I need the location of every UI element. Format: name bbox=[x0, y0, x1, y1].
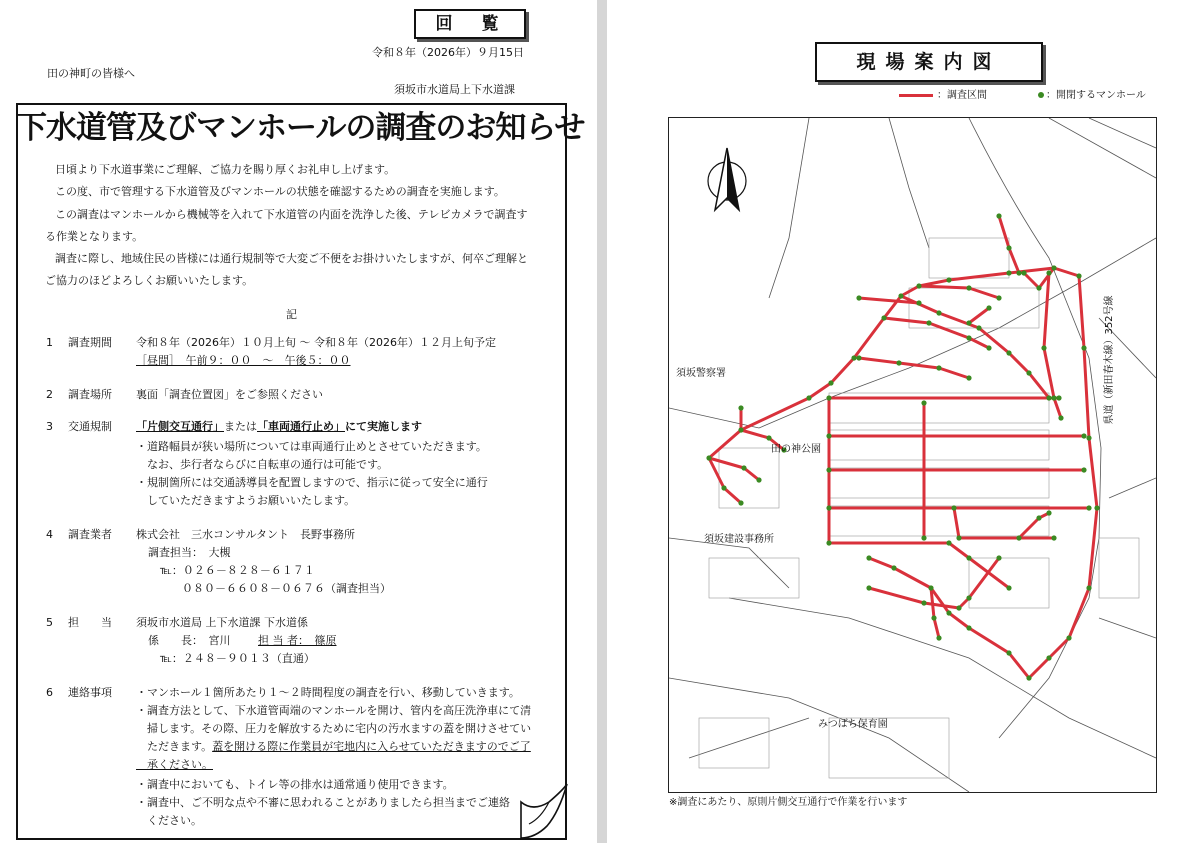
label-park: 田の神公園 bbox=[771, 444, 821, 455]
manhole-icon bbox=[881, 315, 886, 320]
manhole-icon bbox=[1076, 273, 1081, 278]
manhole-icon bbox=[1006, 585, 1011, 590]
manhole-icon bbox=[856, 355, 861, 360]
traffic-line-1: ・道路幅員が狭い場所については車両通行止めとさせていただきます。 bbox=[136, 440, 487, 453]
manhole-icon bbox=[856, 295, 861, 300]
manhole-icon bbox=[1086, 435, 1091, 440]
sender: 須坂市水道局上下水道課 bbox=[394, 83, 515, 96]
intro-line-6: ご協力のほどよろしくお願いいたします。 bbox=[45, 274, 254, 287]
manhole-icon bbox=[891, 565, 896, 570]
traffic-line-2: なお、歩行者ならびに自転車の通行は可能です。 bbox=[136, 458, 389, 471]
manhole-icon bbox=[766, 435, 771, 440]
manhole-icon bbox=[1026, 675, 1031, 680]
manhole-icon bbox=[896, 360, 901, 365]
one-side-traffic: 「片側交互通行」 bbox=[136, 420, 224, 433]
manhole-icon bbox=[966, 625, 971, 630]
manhole-icon bbox=[936, 365, 941, 370]
manhole-icon bbox=[1006, 270, 1011, 275]
manhole-icon bbox=[1046, 270, 1051, 275]
item-2-number: 2 bbox=[46, 388, 53, 401]
contact-tel: ℡：２４８－９０１３（直通） bbox=[160, 652, 315, 665]
item-6-number: 6 bbox=[46, 686, 53, 699]
manhole-icon bbox=[996, 555, 1001, 560]
intro-line-2: この度、市で管理する下水道管及びマンホールの状態を確認するための調査を実施します。 bbox=[55, 185, 505, 198]
manhole-icon bbox=[1036, 515, 1041, 520]
manhole-icon bbox=[926, 320, 931, 325]
manhole-icon bbox=[1051, 395, 1056, 400]
manhole-icon bbox=[806, 395, 811, 400]
item-6-label: 連絡事項 bbox=[68, 686, 112, 699]
manhole-icon bbox=[956, 535, 961, 540]
legend-line-label: ：調査区間 bbox=[937, 90, 987, 101]
contractor-company: 株式会社 三水コンサルタント 長野事務所 bbox=[136, 528, 356, 541]
notes-line-2: ・調査方法として、下水道管両端のマンホールを開け、管内を高圧洗浄車にて清 bbox=[136, 704, 532, 717]
manhole-icon bbox=[946, 610, 951, 615]
manhole-icon bbox=[738, 405, 743, 410]
manhole-icon bbox=[1086, 585, 1091, 590]
manhole-icon bbox=[1081, 433, 1086, 438]
manhole-icon bbox=[936, 635, 941, 640]
page-curl-icon bbox=[519, 782, 569, 840]
manhole-icon bbox=[1046, 395, 1051, 400]
traffic-line-3: ・規制箇所には交通誘導員を配置しますので、指示に従って安全に通行 bbox=[136, 476, 488, 489]
label-police: 須坂警察署 bbox=[676, 368, 726, 379]
manhole-icon bbox=[1036, 285, 1041, 290]
notes-line-1: ・マンホール１箇所あたり１～２時間程度の調査を行い、移動していきます。 bbox=[136, 686, 520, 699]
item-4-number: 4 bbox=[46, 528, 53, 541]
manhole-icon bbox=[826, 395, 831, 400]
manhole-icon bbox=[826, 433, 831, 438]
manhole-icon bbox=[851, 355, 856, 360]
manhole-icon bbox=[921, 600, 926, 605]
item-5-label: 担 当 bbox=[68, 616, 112, 629]
manhole-icon bbox=[1006, 245, 1011, 250]
manhole-icon bbox=[706, 455, 711, 460]
manhole-icon bbox=[976, 325, 981, 330]
manhole-icon bbox=[916, 283, 921, 288]
intro-line-1: 日頃より下水道事業にご理解、ご協力を賜り厚くお礼申し上げます。 bbox=[55, 163, 396, 176]
manhole-icon bbox=[738, 500, 743, 505]
traffic-line-4: していただきますようお願いいたします。 bbox=[136, 494, 356, 507]
manhole-icon bbox=[1021, 270, 1026, 275]
manhole-icon bbox=[721, 485, 726, 490]
road-closure: 「車両通行止め」 bbox=[257, 420, 345, 433]
manhole-icon bbox=[1041, 345, 1046, 350]
map-footnote: ※調査にあたり、原則片側交互通行で作業を行います bbox=[669, 797, 908, 808]
traffic-headline bbox=[136, 420, 422, 434]
notes-line-7: ・調査中、ご不明な点や不審に思われることがありましたら担当までご連絡 bbox=[136, 796, 510, 809]
manhole-icon bbox=[928, 585, 933, 590]
intro-line-5: 調査に際し、地域住民の皆様には通行規制等で大変ご不便をお掛けいたしますが、何卒ご理解と bbox=[55, 252, 528, 265]
manhole-icon bbox=[1046, 655, 1051, 660]
item-4-label: 調査業者 bbox=[68, 528, 112, 541]
legend-dot-label: ：開閉するマンホール bbox=[1046, 90, 1146, 101]
traffic-tail: にて実施します bbox=[345, 420, 422, 433]
traffic-or: または bbox=[224, 420, 257, 433]
manhole-icon bbox=[1086, 505, 1091, 510]
manhole-icon bbox=[741, 465, 746, 470]
manhole-icon bbox=[966, 375, 971, 380]
base-map-roads bbox=[669, 118, 1156, 792]
manhole-icon bbox=[738, 427, 743, 432]
contractor-tel-2: ０８０－６６０８－０６７６（調査担当） bbox=[182, 582, 391, 595]
manhole-icon bbox=[1016, 270, 1021, 275]
manhole-icon bbox=[921, 400, 926, 405]
manhole-icon bbox=[996, 213, 1001, 218]
manhole-icon bbox=[951, 505, 956, 510]
manhole-icon bbox=[946, 540, 951, 545]
notes-line-8: ください。 bbox=[136, 814, 202, 827]
contractor-person: 調査担当： 大槻 bbox=[148, 546, 231, 559]
page-divider bbox=[597, 0, 607, 843]
period-hours: ［昼間］ 午前９：００ ～ 午後５：００ bbox=[136, 354, 351, 367]
contact-dept: 須坂市水道局 上下水道課 下水道係 bbox=[136, 616, 308, 629]
recipient: 田の神町の皆様へ bbox=[47, 67, 135, 80]
manhole-icon bbox=[966, 555, 971, 560]
contact-staff: 担 当 者： 篠原 bbox=[258, 634, 337, 647]
label-construction-office: 須坂建設事務所 bbox=[704, 534, 774, 545]
item-1-label: 調査期間 bbox=[68, 336, 112, 349]
manhole-icon bbox=[966, 595, 971, 600]
manhole-icon bbox=[1081, 467, 1086, 472]
manhole-icon bbox=[866, 555, 871, 560]
item-3-number: 3 bbox=[46, 420, 53, 433]
label-nursery: みつばち保育園 bbox=[818, 719, 888, 730]
place-text: 裏面「調査位置図」をご参照ください bbox=[136, 388, 323, 401]
item-1-number: 1 bbox=[46, 336, 53, 349]
ki-marker: 記 bbox=[286, 308, 297, 321]
north-arrow-icon bbox=[708, 148, 746, 210]
manhole-icon bbox=[898, 293, 903, 298]
manhole-icon bbox=[826, 540, 831, 545]
manhole-icon bbox=[1094, 505, 1099, 510]
manhole-icon bbox=[966, 285, 971, 290]
manhole-icon bbox=[866, 585, 871, 590]
notes-line-6: ・調査中においても、トイレ等の排水は通常通り使用できます。 bbox=[136, 778, 454, 791]
manhole-icon bbox=[1081, 345, 1086, 350]
notes-line-3: 掃します。その際、圧力を解放するために宅内の汚水ますの蓋を開けさせてい bbox=[136, 722, 532, 735]
manhole-icon bbox=[956, 605, 961, 610]
contact-chief: 係 長： 宮川 bbox=[148, 634, 231, 647]
manhole-icon bbox=[826, 505, 831, 510]
label-route-352: 県道（新田春木線）352号線 bbox=[1104, 295, 1115, 425]
survey-line-legend-icon bbox=[899, 94, 933, 97]
manhole-icon bbox=[756, 477, 761, 482]
manhole-icon bbox=[931, 615, 936, 620]
manhole-icon bbox=[1051, 535, 1056, 540]
manhole-icon bbox=[826, 467, 831, 472]
manhole-icon bbox=[1016, 535, 1021, 540]
notice-date: 令和８年（2026年）９月15日 bbox=[372, 46, 524, 59]
map-title: 現場案内図 bbox=[815, 42, 1043, 82]
manhole-icon bbox=[986, 345, 991, 350]
manhole-icon bbox=[946, 277, 951, 282]
manhole-icon bbox=[1026, 370, 1031, 375]
site-map bbox=[668, 117, 1157, 793]
notice-headline: 下水道管及びマンホールの調査のお知らせ bbox=[16, 110, 585, 146]
survey-routes bbox=[709, 216, 1097, 678]
manhole-icon bbox=[1056, 395, 1061, 400]
notes-line-4 bbox=[136, 740, 531, 754]
manhole-icon bbox=[921, 535, 926, 540]
manhole-icon bbox=[1051, 265, 1056, 270]
item-5-number: 5 bbox=[46, 616, 53, 629]
manhole-icon bbox=[966, 320, 971, 325]
manhole-icon bbox=[1046, 510, 1051, 515]
manhole-icon bbox=[996, 295, 1001, 300]
manhole-icon bbox=[828, 380, 833, 385]
manhole-icon bbox=[1006, 650, 1011, 655]
manhole-icon bbox=[966, 335, 971, 340]
manhole-legend-icon bbox=[1038, 92, 1044, 98]
notes-line-5: 承ください。 bbox=[136, 758, 213, 771]
manhole-icon bbox=[1058, 415, 1063, 420]
item-3-label: 交通規制 bbox=[68, 420, 112, 433]
period-dates: 令和８年（2026年）１０月上旬 ～ 令和８年（2026年）１２月上旬予定 bbox=[136, 336, 496, 349]
notes-line-4a: ただきます。 bbox=[136, 740, 213, 753]
manhole-icon bbox=[1066, 635, 1071, 640]
map-drawing bbox=[669, 118, 1156, 792]
manhole-icon bbox=[936, 310, 941, 315]
contractor-tel-1: ℡：０２６－８２８－６１７１ bbox=[160, 564, 315, 577]
intro-line-4: る作業となります。 bbox=[45, 230, 144, 243]
notes-line-4b: 蓋を開ける際に作業員が宅地内に入らせていただきますのでご了 bbox=[212, 740, 531, 753]
manhole-icon bbox=[986, 305, 991, 310]
intro-line-3: この調査はマンホールから機械等を入れて下水道管の内面を洗浄した後、テレビカメラで調査す bbox=[55, 208, 528, 221]
manhole-icon bbox=[1006, 350, 1011, 355]
item-2-label: 調査場所 bbox=[68, 388, 112, 401]
circular-label: 回 覧 bbox=[414, 9, 526, 39]
manhole-icon bbox=[916, 300, 921, 305]
